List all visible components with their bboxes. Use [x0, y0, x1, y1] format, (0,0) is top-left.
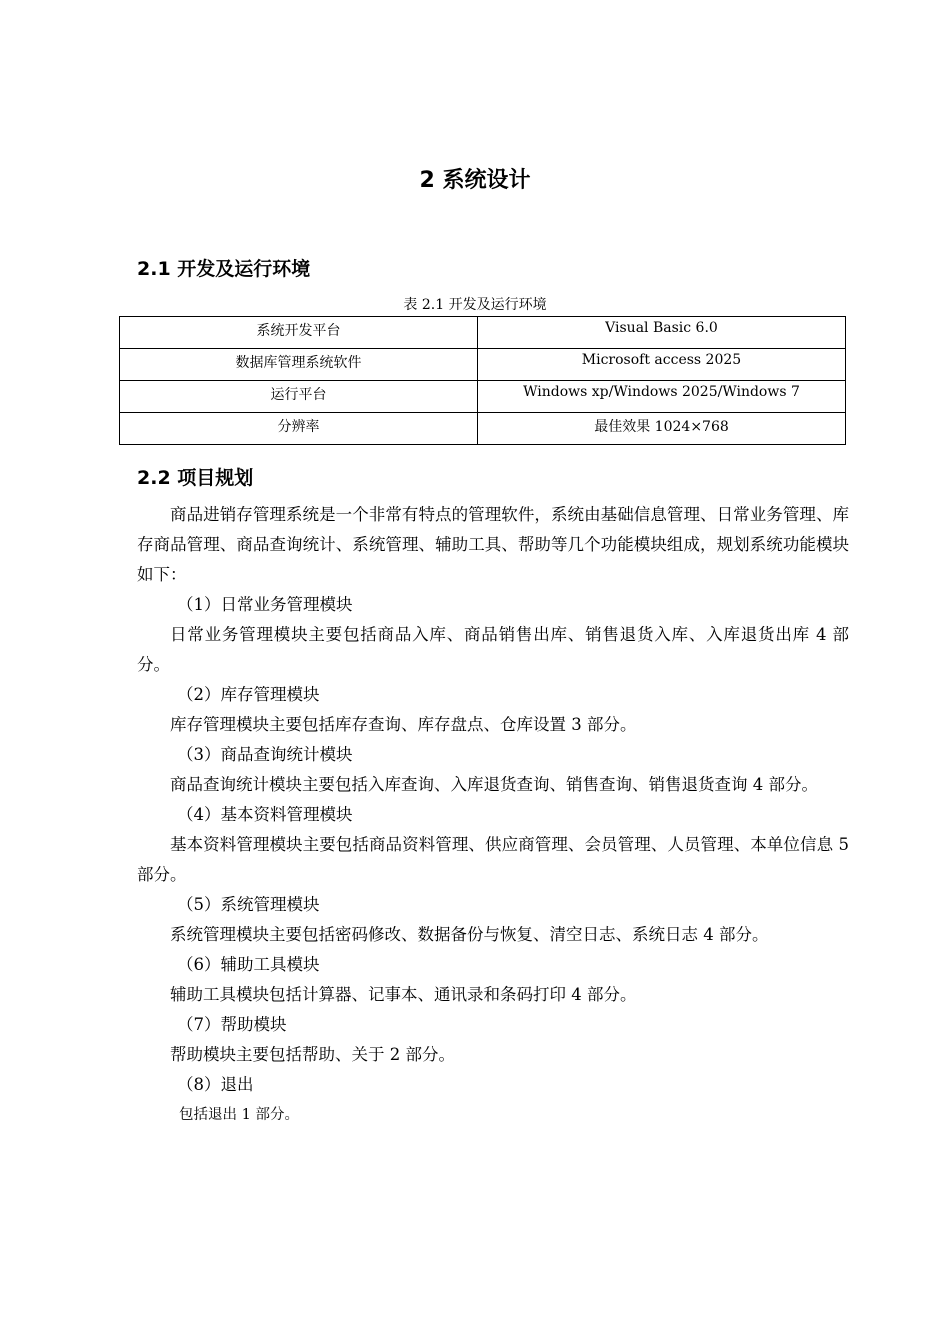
module-description: 系统管理模块主要包括密码修改、数据备份与恢复、清空日志、系统日志 4 部分。 [170, 925, 769, 944]
module-heading: （6）辅助工具模块 [177, 955, 320, 974]
table-cell: Windows xp/Windows 2025/Windows 7 [478, 381, 846, 413]
table-cell: 最佳效果 1024×768 [478, 413, 846, 445]
module-description: 日常业务管理模块主要包括商品入库、商品销售出库、销售退货入库、入库退货出库 4 部分。 [137, 625, 849, 674]
module-heading: （1）日常业务管理模块 [177, 595, 353, 614]
table-cell: 运行平台 [120, 381, 478, 413]
module-heading: （7）帮助模块 [177, 1015, 287, 1034]
module-heading: （4）基本资料管理模块 [177, 805, 353, 824]
table-row [120, 381, 846, 413]
module-description: 帮助模块主要包括帮助、关于 2 部分。 [170, 1045, 455, 1064]
section-body [137, 500, 849, 1130]
module-description: 基本资料管理模块主要包括商品资料管理、供应商管理、会员管理、人员管理、本单位信息 5 部分。 [137, 835, 849, 884]
module-heading: （3）商品查询统计模块 [177, 745, 353, 764]
module-description: 包括退出 1 部分。 [179, 1107, 299, 1123]
module-heading: （8）退出 [177, 1075, 254, 1094]
table-caption: 表 2.1 开发及运行环境 [403, 297, 547, 313]
table-cell: 分辨率 [120, 413, 478, 445]
intro-paragraph: 商品进销存管理系统是一个非常有特点的管理软件，系统由基础信息管理、日常业务管理、库存商品管理、商品查询统计、系统管理、辅助工具、帮助等几个功能模块组成，规划系统功能模块如下： [137, 505, 849, 584]
chapter-title: 2 系统设计 [419, 168, 531, 193]
module-description: 库存管理模块主要包括库存查询、库存盘点、仓库设置 3 部分。 [170, 715, 637, 734]
table-cell: 数据库管理系统软件 [120, 349, 478, 381]
table-cell: Visual Basic 6.0 [478, 317, 846, 349]
module-heading: （5）系统管理模块 [177, 895, 320, 914]
table-cell: 系统开发平台 [120, 317, 478, 349]
table-row [120, 349, 846, 381]
environment-table [119, 316, 846, 445]
table-row [120, 317, 846, 349]
section-heading-2-2: 2.2 项目规划 [137, 467, 254, 489]
module-description: 商品查询统计模块主要包括入库查询、入库退货查询、销售查询、销售退货查询 4 部分。 [170, 775, 818, 794]
module-description: 辅助工具模块包括计算器、记事本、通讯录和条码打印 4 部分。 [170, 985, 637, 1004]
table-row [120, 413, 846, 445]
section-heading-2-1: 2.1 开发及运行环境 [137, 258, 311, 280]
table-cell: Microsoft access 2025 [478, 349, 846, 381]
module-heading: （2）库存管理模块 [177, 685, 320, 704]
